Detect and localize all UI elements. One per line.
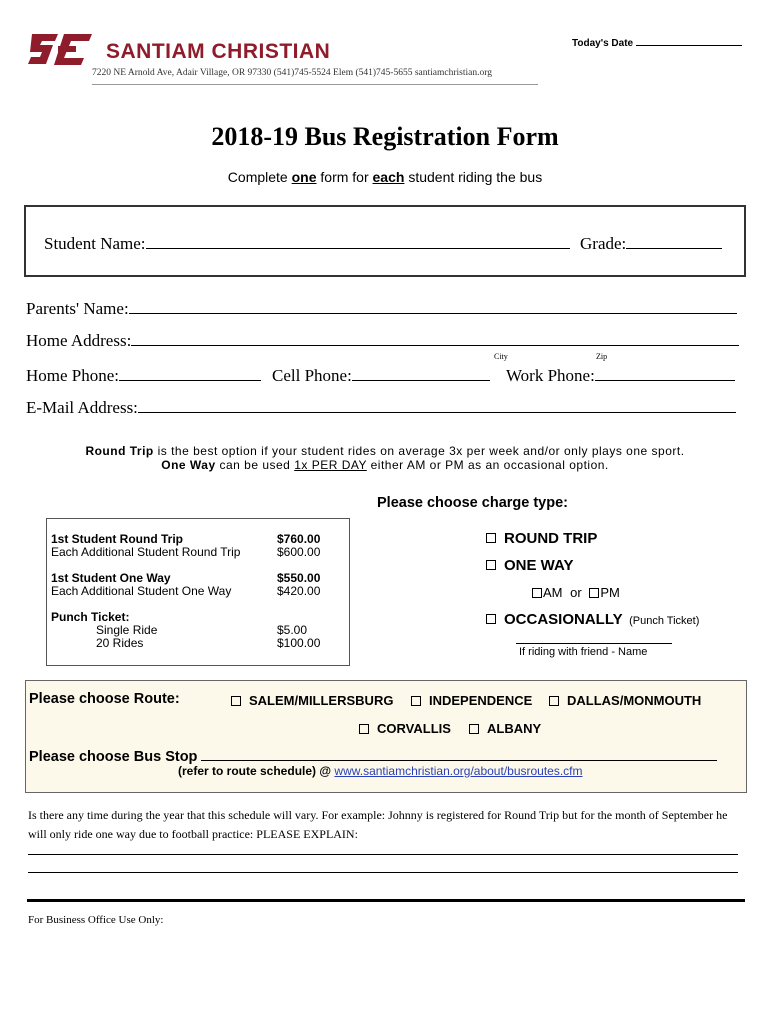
option-occasionally[interactable]: OCCASIONALLY (Punch Ticket) [486,611,699,629]
info-paragraph [30,444,740,472]
schedule-variation-question: Is there any time during the year that this schedule will vary. For example: Johnny is registered for Round Trip but for the month of September he will only ride one way due to football practice: PLEASE EXPLAIN: [28,808,728,841]
rate-label: 20 Rides [96,636,144,650]
parents-name-line[interactable] [129,296,737,314]
checkbox-icon[interactable] [359,724,369,734]
explain-line[interactable] [28,844,738,855]
student-name-line[interactable] [146,231,570,249]
rate-label: Each Additional Student Round Trip [51,545,241,559]
home-address-label: Home Address: [26,331,132,350]
route-option-albany[interactable]: ALBANY [469,721,541,736]
cell-phone-field[interactable] [272,363,490,386]
punch-ticket-note: (Punch Ticket) [629,615,700,627]
checkbox-icon[interactable] [231,696,241,706]
rate-price: $100.00 [277,636,321,650]
rate-label: Punch Ticket: [51,610,130,624]
route-option-corvallis[interactable]: CORVALLIS [359,721,451,736]
email-field[interactable] [26,395,736,418]
checkbox-icon[interactable] [486,560,496,570]
route-option-salem[interactable]: SALEM/MILLERSBURG [231,693,393,708]
today-date-line[interactable] [636,36,742,46]
grade-line[interactable] [626,231,722,249]
info-line-1: Round Trip is the best option if your student rides on average 3x per week and/or only plays one sport. [85,444,685,458]
page-title: 2018-19 Bus Registration Form [211,122,559,151]
pm-label: PM [600,585,620,600]
zip-caption: Zip [596,352,608,361]
divider [27,899,745,902]
route-schedule-link[interactable]: www.santiamchristian.org/about/busroutes.cfm [334,764,583,778]
email-label: E-Mail Address: [26,398,138,417]
explain-line[interactable] [28,862,738,873]
today-date-field[interactable] [572,36,742,49]
rate-label: Each Additional Student One Way [51,584,232,598]
bus-stop-label: Please choose Bus Stop [29,749,198,765]
checkbox-icon[interactable] [486,533,496,543]
or-label: or [570,585,582,600]
friend-name-caption: If riding with friend - Name [519,646,648,658]
rate-price: $600.00 [277,545,321,559]
friend-name-line[interactable] [516,631,672,644]
work-phone-line[interactable] [595,363,735,381]
rate-price: $5.00 [277,623,308,637]
school-address: 7220 NE Arnold Ave, Adair Village, OR 97330 (541)745-5524 Elem (541)745-5655 santiamchristian.org [92,68,492,78]
route-option-independence[interactable]: INDEPENDENCE [411,693,532,708]
work-phone-label: Work Phone: [506,366,595,385]
bus-stop-field[interactable] [29,747,717,765]
option-one-way[interactable]: ONE WAY [486,557,573,574]
cell-phone-line[interactable] [352,363,490,381]
info-line-2: One Way can be used 1x PER DAY either AM or PM as an occasional option. [161,458,609,472]
home-phone-label: Home Phone: [26,366,120,385]
option-round-trip[interactable]: ROUND TRIP [486,530,597,547]
parents-name-label: Parents' Name: [26,299,129,318]
route-reference: (refer to route schedule) @ www.santiamchristian.org/about/busroutes.cfm [178,764,583,778]
am-pm-options[interactable] [532,585,620,600]
rate-price: $550.00 [277,571,321,585]
home-address-field[interactable] [26,328,739,351]
cell-phone-label: Cell Phone: [272,366,352,385]
grade-label: Grade: [580,234,627,253]
rate-label: 1st Student One Way [51,571,171,585]
rate-label: 1st Student Round Trip [51,532,183,546]
route-heading: Please choose Route: [29,691,180,707]
student-name-label: Student Name: [44,234,146,253]
grade-field[interactable] [580,231,722,254]
checkbox-icon[interactable] [549,696,559,706]
checkbox-icon[interactable] [469,724,479,734]
home-phone-field[interactable] [26,363,261,386]
city-caption: City [494,352,508,361]
brand-name: SANTIAM CHRISTIAN [106,40,331,63]
business-office-label: For Business Office Use Only: [28,914,164,926]
rate-price: $760.00 [277,532,321,546]
school-logo [28,28,94,70]
checkbox-icon[interactable] [486,614,496,624]
home-address-line[interactable] [131,328,739,346]
checkbox-icon[interactable] [411,696,421,706]
page-subtitle: Complete one form for each student riding the bus [227,169,543,185]
checkbox-icon[interactable] [532,588,542,598]
am-label: AM [543,585,563,600]
route-option-dallas[interactable]: DALLAS/MONMOUTH [549,693,701,708]
rate-price: $420.00 [277,584,321,598]
bus-stop-line[interactable] [201,747,717,761]
checkbox-icon[interactable] [589,588,599,598]
student-name-field[interactable] [44,231,570,254]
divider [92,84,538,85]
email-line[interactable] [138,395,736,413]
home-phone-line[interactable] [119,363,261,381]
parents-name-field[interactable] [26,296,737,319]
work-phone-field[interactable] [506,363,735,386]
charge-heading: Please choose charge type: [377,495,568,511]
today-date-label: Today's Date [572,38,634,49]
rate-label: Single Ride [96,623,158,637]
